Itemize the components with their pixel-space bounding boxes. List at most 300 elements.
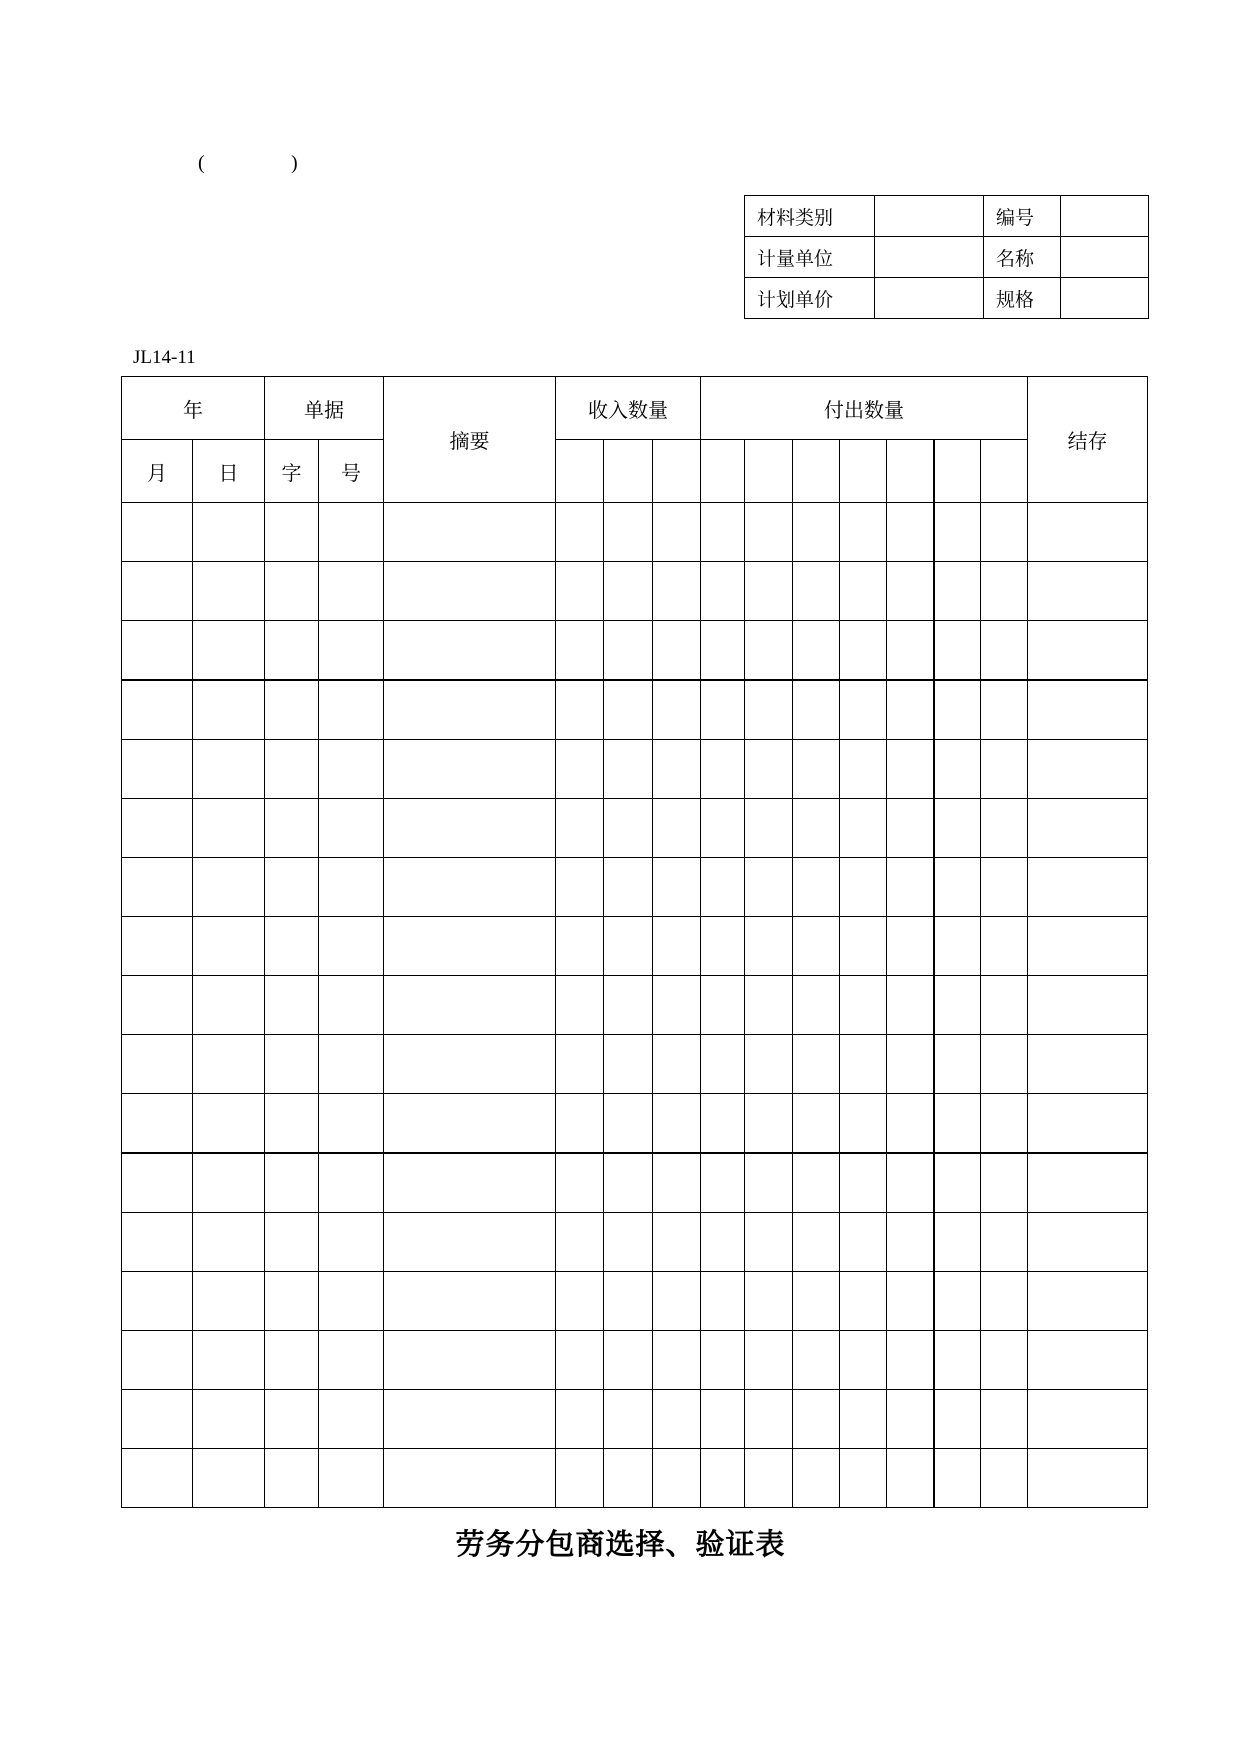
ledger-cell[interactable] xyxy=(745,503,793,562)
ledger-cell[interactable] xyxy=(604,858,653,917)
ledger-cell[interactable] xyxy=(793,1213,840,1272)
ledger-cell[interactable] xyxy=(265,680,319,740)
ledger-cell[interactable] xyxy=(793,917,840,976)
ledger-cell[interactable] xyxy=(887,740,934,799)
ledger-cell[interactable] xyxy=(745,1331,793,1390)
ledger-cell[interactable] xyxy=(122,1035,193,1094)
ledger-cell[interactable] xyxy=(265,740,319,799)
ledger-cell[interactable] xyxy=(981,1390,1028,1449)
ledger-cell[interactable] xyxy=(934,740,981,799)
ledger-cell[interactable] xyxy=(319,621,384,681)
plan-price-field[interactable] xyxy=(875,278,984,319)
ledger-cell[interactable] xyxy=(1028,1331,1148,1390)
ledger-cell[interactable] xyxy=(701,562,745,621)
ledger-cell[interactable] xyxy=(384,1153,556,1213)
ledger-cell[interactable] xyxy=(701,621,745,681)
ledger-cell[interactable] xyxy=(745,621,793,681)
ledger-cell[interactable] xyxy=(604,562,653,621)
ledger-cell[interactable] xyxy=(701,858,745,917)
ledger-cell[interactable] xyxy=(122,562,193,621)
ledger-cell[interactable] xyxy=(934,562,981,621)
ledger-cell[interactable] xyxy=(840,503,887,562)
ledger-cell[interactable] xyxy=(604,740,653,799)
ledger-cell[interactable] xyxy=(887,680,934,740)
ledger-cell[interactable] xyxy=(122,680,193,740)
ledger-cell[interactable] xyxy=(1028,1449,1148,1508)
ledger-cell[interactable] xyxy=(981,917,1028,976)
ledger-cell[interactable] xyxy=(193,858,265,917)
ledger-cell[interactable] xyxy=(745,1449,793,1508)
ledger-cell[interactable] xyxy=(653,740,701,799)
ledger-cell[interactable] xyxy=(319,1331,384,1390)
ledger-cell[interactable] xyxy=(981,1449,1028,1508)
ledger-cell[interactable] xyxy=(887,562,934,621)
ledger-cell[interactable] xyxy=(193,1035,265,1094)
ledger-cell[interactable] xyxy=(887,1449,934,1508)
ledger-cell[interactable] xyxy=(981,1035,1028,1094)
ledger-cell[interactable] xyxy=(319,799,384,858)
ledger-cell[interactable] xyxy=(122,740,193,799)
ledger-cell[interactable] xyxy=(745,680,793,740)
ledger-cell[interactable] xyxy=(887,503,934,562)
ledger-cell[interactable] xyxy=(604,976,653,1035)
ledger-cell[interactable] xyxy=(840,1449,887,1508)
ledger-cell[interactable] xyxy=(887,1153,934,1213)
income-sub-header xyxy=(556,440,604,503)
ledger-cell[interactable] xyxy=(193,1449,265,1508)
ledger-cell[interactable] xyxy=(265,1449,319,1508)
ledger-cell[interactable] xyxy=(384,740,556,799)
ledger-cell[interactable] xyxy=(653,1449,701,1508)
ledger-cell[interactable] xyxy=(745,1094,793,1154)
outgo-sub-header xyxy=(934,440,981,503)
ledger-cell[interactable] xyxy=(556,740,604,799)
ledger-cell[interactable] xyxy=(840,1213,887,1272)
ledger-cell[interactable] xyxy=(604,503,653,562)
ledger-cell[interactable] xyxy=(981,799,1028,858)
ledger-cell[interactable] xyxy=(193,1390,265,1449)
spec-field[interactable] xyxy=(1061,278,1149,319)
ledger-cell[interactable] xyxy=(793,858,840,917)
ledger-cell[interactable] xyxy=(653,1272,701,1331)
ledger-cell[interactable] xyxy=(122,917,193,976)
ledger-cell[interactable] xyxy=(556,1213,604,1272)
ledger-cell[interactable] xyxy=(265,1390,319,1449)
ledger-cell[interactable] xyxy=(934,1213,981,1272)
ledger-cell[interactable] xyxy=(701,1213,745,1272)
ledger-cell[interactable] xyxy=(981,503,1028,562)
ledger-cell[interactable] xyxy=(934,1331,981,1390)
ledger-cell[interactable] xyxy=(122,1272,193,1331)
info-row xyxy=(745,237,1149,278)
ledger-cell[interactable] xyxy=(745,1035,793,1094)
ledger-row xyxy=(122,1331,1148,1390)
ledger-cell[interactable] xyxy=(265,562,319,621)
ledger-cell[interactable] xyxy=(384,917,556,976)
ledger-cell[interactable] xyxy=(193,1213,265,1272)
ledger-cell[interactable] xyxy=(319,680,384,740)
ledger-cell[interactable] xyxy=(793,1390,840,1449)
ledger-cell[interactable] xyxy=(556,1331,604,1390)
ledger-cell[interactable] xyxy=(556,621,604,681)
ledger-cell[interactable] xyxy=(887,1213,934,1272)
info-row xyxy=(745,196,1149,237)
ledger-cell[interactable] xyxy=(701,1449,745,1508)
ledger-cell[interactable] xyxy=(701,1153,745,1213)
ledger-cell[interactable] xyxy=(122,1331,193,1390)
outgo-quantity-header: 付出数量 xyxy=(701,377,1028,440)
ledger-cell[interactable] xyxy=(122,503,193,562)
ledger-cell[interactable] xyxy=(840,1035,887,1094)
ledger-cell[interactable] xyxy=(265,1213,319,1272)
ledger-cell[interactable] xyxy=(122,1449,193,1508)
ledger-cell[interactable] xyxy=(604,1153,653,1213)
ledger-cell[interactable] xyxy=(384,1272,556,1331)
ledger-cell[interactable] xyxy=(653,917,701,976)
ledger-cell[interactable] xyxy=(193,799,265,858)
ledger-cell[interactable] xyxy=(319,917,384,976)
ledger-cell[interactable] xyxy=(1028,917,1148,976)
ledger-cell[interactable] xyxy=(840,740,887,799)
ledger-cell[interactable] xyxy=(887,858,934,917)
ledger-cell[interactable] xyxy=(701,680,745,740)
ledger-cell[interactable] xyxy=(981,1213,1028,1272)
ledger-cell[interactable] xyxy=(701,740,745,799)
ledger-cell[interactable] xyxy=(745,799,793,858)
outgo-sub-header xyxy=(887,440,934,503)
ledger-cell[interactable] xyxy=(556,858,604,917)
ledger-cell[interactable] xyxy=(701,1035,745,1094)
ledger-cell[interactable] xyxy=(556,503,604,562)
ledger-cell[interactable] xyxy=(653,1035,701,1094)
ledger-cell[interactable] xyxy=(934,503,981,562)
ledger-cell[interactable] xyxy=(934,1272,981,1331)
ledger-cell[interactable] xyxy=(934,621,981,681)
ledger-cell[interactable] xyxy=(604,1213,653,1272)
ledger-cell[interactable] xyxy=(981,621,1028,681)
ledger-row xyxy=(122,503,1148,562)
ledger-cell[interactable] xyxy=(122,799,193,858)
ledger-cell[interactable] xyxy=(265,1153,319,1213)
ledger-cell[interactable] xyxy=(653,680,701,740)
ledger-cell[interactable] xyxy=(840,1272,887,1331)
ledger-cell[interactable] xyxy=(934,858,981,917)
ledger-cell[interactable] xyxy=(604,1390,653,1449)
ledger-cell[interactable] xyxy=(384,1449,556,1508)
ledger-cell[interactable] xyxy=(384,858,556,917)
ledger-row xyxy=(122,799,1148,858)
ledger-cell[interactable] xyxy=(604,1449,653,1508)
ledger-cell[interactable] xyxy=(745,1213,793,1272)
ledger-cell[interactable] xyxy=(384,1213,556,1272)
ledger-cell[interactable] xyxy=(840,1390,887,1449)
ledger-cell[interactable] xyxy=(1028,1094,1148,1154)
ledger-cell[interactable] xyxy=(981,562,1028,621)
ledger-cell[interactable] xyxy=(840,917,887,976)
ledger-cell[interactable] xyxy=(604,680,653,740)
ledger-cell[interactable] xyxy=(265,917,319,976)
ledger-cell[interactable] xyxy=(1028,680,1148,740)
ledger-cell[interactable] xyxy=(887,799,934,858)
ledger-cell[interactable] xyxy=(840,1094,887,1154)
ledger-cell[interactable] xyxy=(604,1272,653,1331)
ledger-cell[interactable] xyxy=(793,562,840,621)
ledger-cell[interactable] xyxy=(384,976,556,1035)
ledger-cell[interactable] xyxy=(1028,1035,1148,1094)
ledger-cell[interactable] xyxy=(604,1035,653,1094)
document-header: 单据 xyxy=(265,377,384,440)
ledger-cell[interactable] xyxy=(793,1331,840,1390)
subheader-row xyxy=(122,440,1148,503)
ledger-cell[interactable] xyxy=(556,799,604,858)
ledger-cell[interactable] xyxy=(319,503,384,562)
ledger-cell[interactable] xyxy=(701,917,745,976)
ledger-cell[interactable] xyxy=(193,976,265,1035)
ledger-cell[interactable] xyxy=(1028,858,1148,917)
ledger-cell[interactable] xyxy=(887,1331,934,1390)
ledger-cell[interactable] xyxy=(840,680,887,740)
ledger-cell[interactable] xyxy=(653,799,701,858)
ledger-cell[interactable] xyxy=(384,621,556,681)
ledger-cell[interactable] xyxy=(265,858,319,917)
ledger-cell[interactable] xyxy=(701,1390,745,1449)
ledger-cell[interactable] xyxy=(265,1094,319,1154)
ledger-cell[interactable] xyxy=(319,562,384,621)
ledger-cell[interactable] xyxy=(265,1331,319,1390)
ledger-cell[interactable] xyxy=(840,562,887,621)
ledger-cell[interactable] xyxy=(934,680,981,740)
ledger-cell[interactable] xyxy=(319,976,384,1035)
code-field[interactable] xyxy=(1061,196,1149,237)
ledger-cell[interactable] xyxy=(319,1094,384,1154)
ledger-cell[interactable] xyxy=(745,1390,793,1449)
income-quantity-header: 收入数量 xyxy=(556,377,701,440)
ledger-cell[interactable] xyxy=(193,621,265,681)
ledger-cell[interactable] xyxy=(604,917,653,976)
ledger-cell[interactable] xyxy=(319,1390,384,1449)
ledger-cell[interactable] xyxy=(934,1035,981,1094)
ledger-cell[interactable] xyxy=(653,858,701,917)
ledger-cell[interactable] xyxy=(887,1035,934,1094)
ledger-cell[interactable] xyxy=(604,799,653,858)
ledger-cell[interactable] xyxy=(934,1153,981,1213)
ledger-cell[interactable] xyxy=(745,1272,793,1331)
ledger-cell[interactable] xyxy=(265,503,319,562)
outgo-sub-header xyxy=(701,440,745,503)
ledger-cell[interactable] xyxy=(793,503,840,562)
ledger-row xyxy=(122,1390,1148,1449)
ledger-cell[interactable] xyxy=(793,621,840,681)
ledger-cell[interactable] xyxy=(981,680,1028,740)
ledger-cell[interactable] xyxy=(265,621,319,681)
ledger-cell[interactable] xyxy=(384,799,556,858)
ledger-cell[interactable] xyxy=(319,1272,384,1331)
ledger-cell[interactable] xyxy=(319,1153,384,1213)
ledger-cell[interactable] xyxy=(701,1331,745,1390)
ledger-cell[interactable] xyxy=(1028,1272,1148,1331)
day-header: 日 xyxy=(193,440,265,503)
ledger-cell[interactable] xyxy=(122,976,193,1035)
number-header: 号 xyxy=(319,440,384,503)
ledger-cell[interactable] xyxy=(122,1094,193,1154)
ledger-cell[interactable] xyxy=(1028,799,1148,858)
ledger-cell[interactable] xyxy=(887,917,934,976)
ledger-cell[interactable] xyxy=(653,1153,701,1213)
ledger-cell[interactable] xyxy=(745,858,793,917)
ledger-cell[interactable] xyxy=(193,1331,265,1390)
ledger-cell[interactable] xyxy=(934,799,981,858)
ledger-cell[interactable] xyxy=(793,1153,840,1213)
ledger-cell[interactable] xyxy=(1028,1390,1148,1449)
ledger-cell[interactable] xyxy=(745,917,793,976)
ledger-cell[interactable] xyxy=(1028,1153,1148,1213)
ledger-cell[interactable] xyxy=(653,621,701,681)
ledger-cell[interactable] xyxy=(556,1272,604,1331)
name-field[interactable] xyxy=(1061,237,1149,278)
ledger-cell[interactable] xyxy=(604,621,653,681)
ledger-cell[interactable] xyxy=(745,976,793,1035)
ledger-cell[interactable] xyxy=(122,621,193,681)
unit-field[interactable] xyxy=(875,237,984,278)
ledger-cell[interactable] xyxy=(384,503,556,562)
material-category-field[interactable] xyxy=(875,196,984,237)
ledger-cell[interactable] xyxy=(556,1449,604,1508)
ledger-cell[interactable] xyxy=(265,1272,319,1331)
ledger-cell[interactable] xyxy=(934,1094,981,1154)
ledger-cell[interactable] xyxy=(793,680,840,740)
ledger-cell[interactable] xyxy=(934,1449,981,1508)
ledger-cell[interactable] xyxy=(840,1153,887,1213)
ledger-cell[interactable] xyxy=(122,858,193,917)
ledger-cell[interactable] xyxy=(793,1272,840,1331)
ledger-cell[interactable] xyxy=(556,1035,604,1094)
ledger-cell[interactable] xyxy=(604,1331,653,1390)
ledger-cell[interactable] xyxy=(1028,503,1148,562)
ledger-cell[interactable] xyxy=(653,1213,701,1272)
ledger-cell[interactable] xyxy=(193,740,265,799)
ledger-cell[interactable] xyxy=(981,1272,1028,1331)
ledger-cell[interactable] xyxy=(265,799,319,858)
ledger-cell[interactable] xyxy=(793,740,840,799)
ledger-cell[interactable] xyxy=(1028,740,1148,799)
ledger-cell[interactable] xyxy=(793,1094,840,1154)
outgo-sub-header xyxy=(745,440,793,503)
ledger-cell[interactable] xyxy=(265,1035,319,1094)
ledger-cell[interactable] xyxy=(887,1390,934,1449)
material-category-label: 材料类别 xyxy=(745,196,875,237)
ledger-cell[interactable] xyxy=(887,1272,934,1331)
ledger-cell[interactable] xyxy=(384,562,556,621)
ledger-cell[interactable] xyxy=(384,1035,556,1094)
ledger-cell[interactable] xyxy=(384,1331,556,1390)
ledger-cell[interactable] xyxy=(981,1094,1028,1154)
ledger-cell[interactable] xyxy=(981,976,1028,1035)
ledger-cell[interactable] xyxy=(384,1390,556,1449)
ledger-cell[interactable] xyxy=(193,1272,265,1331)
ledger-cell[interactable] xyxy=(653,1390,701,1449)
ledger-cell[interactable] xyxy=(793,1449,840,1508)
ledger-cell[interactable] xyxy=(319,1035,384,1094)
ledger-cell[interactable] xyxy=(193,680,265,740)
ledger-cell[interactable] xyxy=(981,1153,1028,1213)
ledger-cell[interactable] xyxy=(1028,562,1148,621)
ledger-cell[interactable] xyxy=(887,1094,934,1154)
ledger-cell[interactable] xyxy=(319,1449,384,1508)
ledger-cell[interactable] xyxy=(193,1094,265,1154)
ledger-cell[interactable] xyxy=(934,1390,981,1449)
ledger-cell[interactable] xyxy=(653,1331,701,1390)
ledger-cell[interactable] xyxy=(556,1153,604,1213)
ledger-cell[interactable] xyxy=(556,976,604,1035)
ledger-cell[interactable] xyxy=(319,740,384,799)
ledger-cell[interactable] xyxy=(653,503,701,562)
ledger-cell[interactable] xyxy=(193,1153,265,1213)
ledger-cell[interactable] xyxy=(556,1390,604,1449)
ledger-cell[interactable] xyxy=(265,976,319,1035)
ledger-cell[interactable] xyxy=(840,621,887,681)
ledger-cell[interactable] xyxy=(981,1331,1028,1390)
ledger-cell[interactable] xyxy=(384,1094,556,1154)
ledger-cell[interactable] xyxy=(384,680,556,740)
ledger-row xyxy=(122,740,1148,799)
ledger-cell[interactable] xyxy=(556,1094,604,1154)
ledger-cell[interactable] xyxy=(319,1213,384,1272)
ledger-cell[interactable] xyxy=(122,1153,193,1213)
char-header: 字 xyxy=(265,440,319,503)
ledger-cell[interactable] xyxy=(840,799,887,858)
ledger-cell[interactable] xyxy=(840,1331,887,1390)
ledger-row xyxy=(122,1035,1148,1094)
ledger-cell[interactable] xyxy=(887,621,934,681)
ledger-cell[interactable] xyxy=(556,917,604,976)
ledger-cell[interactable] xyxy=(981,858,1028,917)
ledger-cell[interactable] xyxy=(887,976,934,1035)
ledger-cell[interactable] xyxy=(793,799,840,858)
ledger-cell[interactable] xyxy=(1028,976,1148,1035)
ledger-cell[interactable] xyxy=(604,1094,653,1154)
ledger-cell[interactable] xyxy=(745,562,793,621)
ledger-cell[interactable] xyxy=(193,503,265,562)
ledger-cell[interactable] xyxy=(556,562,604,621)
ledger-cell[interactable] xyxy=(1028,1213,1148,1272)
ledger-cell[interactable] xyxy=(122,1390,193,1449)
ledger-cell[interactable] xyxy=(745,740,793,799)
ledger-cell[interactable] xyxy=(193,917,265,976)
ledger-cell[interactable] xyxy=(701,1094,745,1154)
ledger-cell[interactable] xyxy=(122,1213,193,1272)
ledger-cell[interactable] xyxy=(840,976,887,1035)
ledger-cell[interactable] xyxy=(793,976,840,1035)
ledger-cell[interactable] xyxy=(745,1153,793,1213)
ledger-cell[interactable] xyxy=(793,1035,840,1094)
ledger-cell[interactable] xyxy=(319,858,384,917)
ledger-cell[interactable] xyxy=(701,976,745,1035)
ledger-cell[interactable] xyxy=(934,917,981,976)
ledger-cell[interactable] xyxy=(701,799,745,858)
ledger-cell[interactable] xyxy=(981,740,1028,799)
ledger-cell[interactable] xyxy=(653,1094,701,1154)
outgo-sub-header xyxy=(840,440,887,503)
ledger-cell[interactable] xyxy=(840,858,887,917)
ledger-cell[interactable] xyxy=(556,680,604,740)
ledger-cell[interactable] xyxy=(1028,621,1148,681)
ledger-cell[interactable] xyxy=(653,562,701,621)
ledger-cell[interactable] xyxy=(653,976,701,1035)
ledger-cell[interactable] xyxy=(193,562,265,621)
ledger-cell[interactable] xyxy=(934,976,981,1035)
ledger-cell[interactable] xyxy=(701,1272,745,1331)
ledger-cell[interactable] xyxy=(701,503,745,562)
